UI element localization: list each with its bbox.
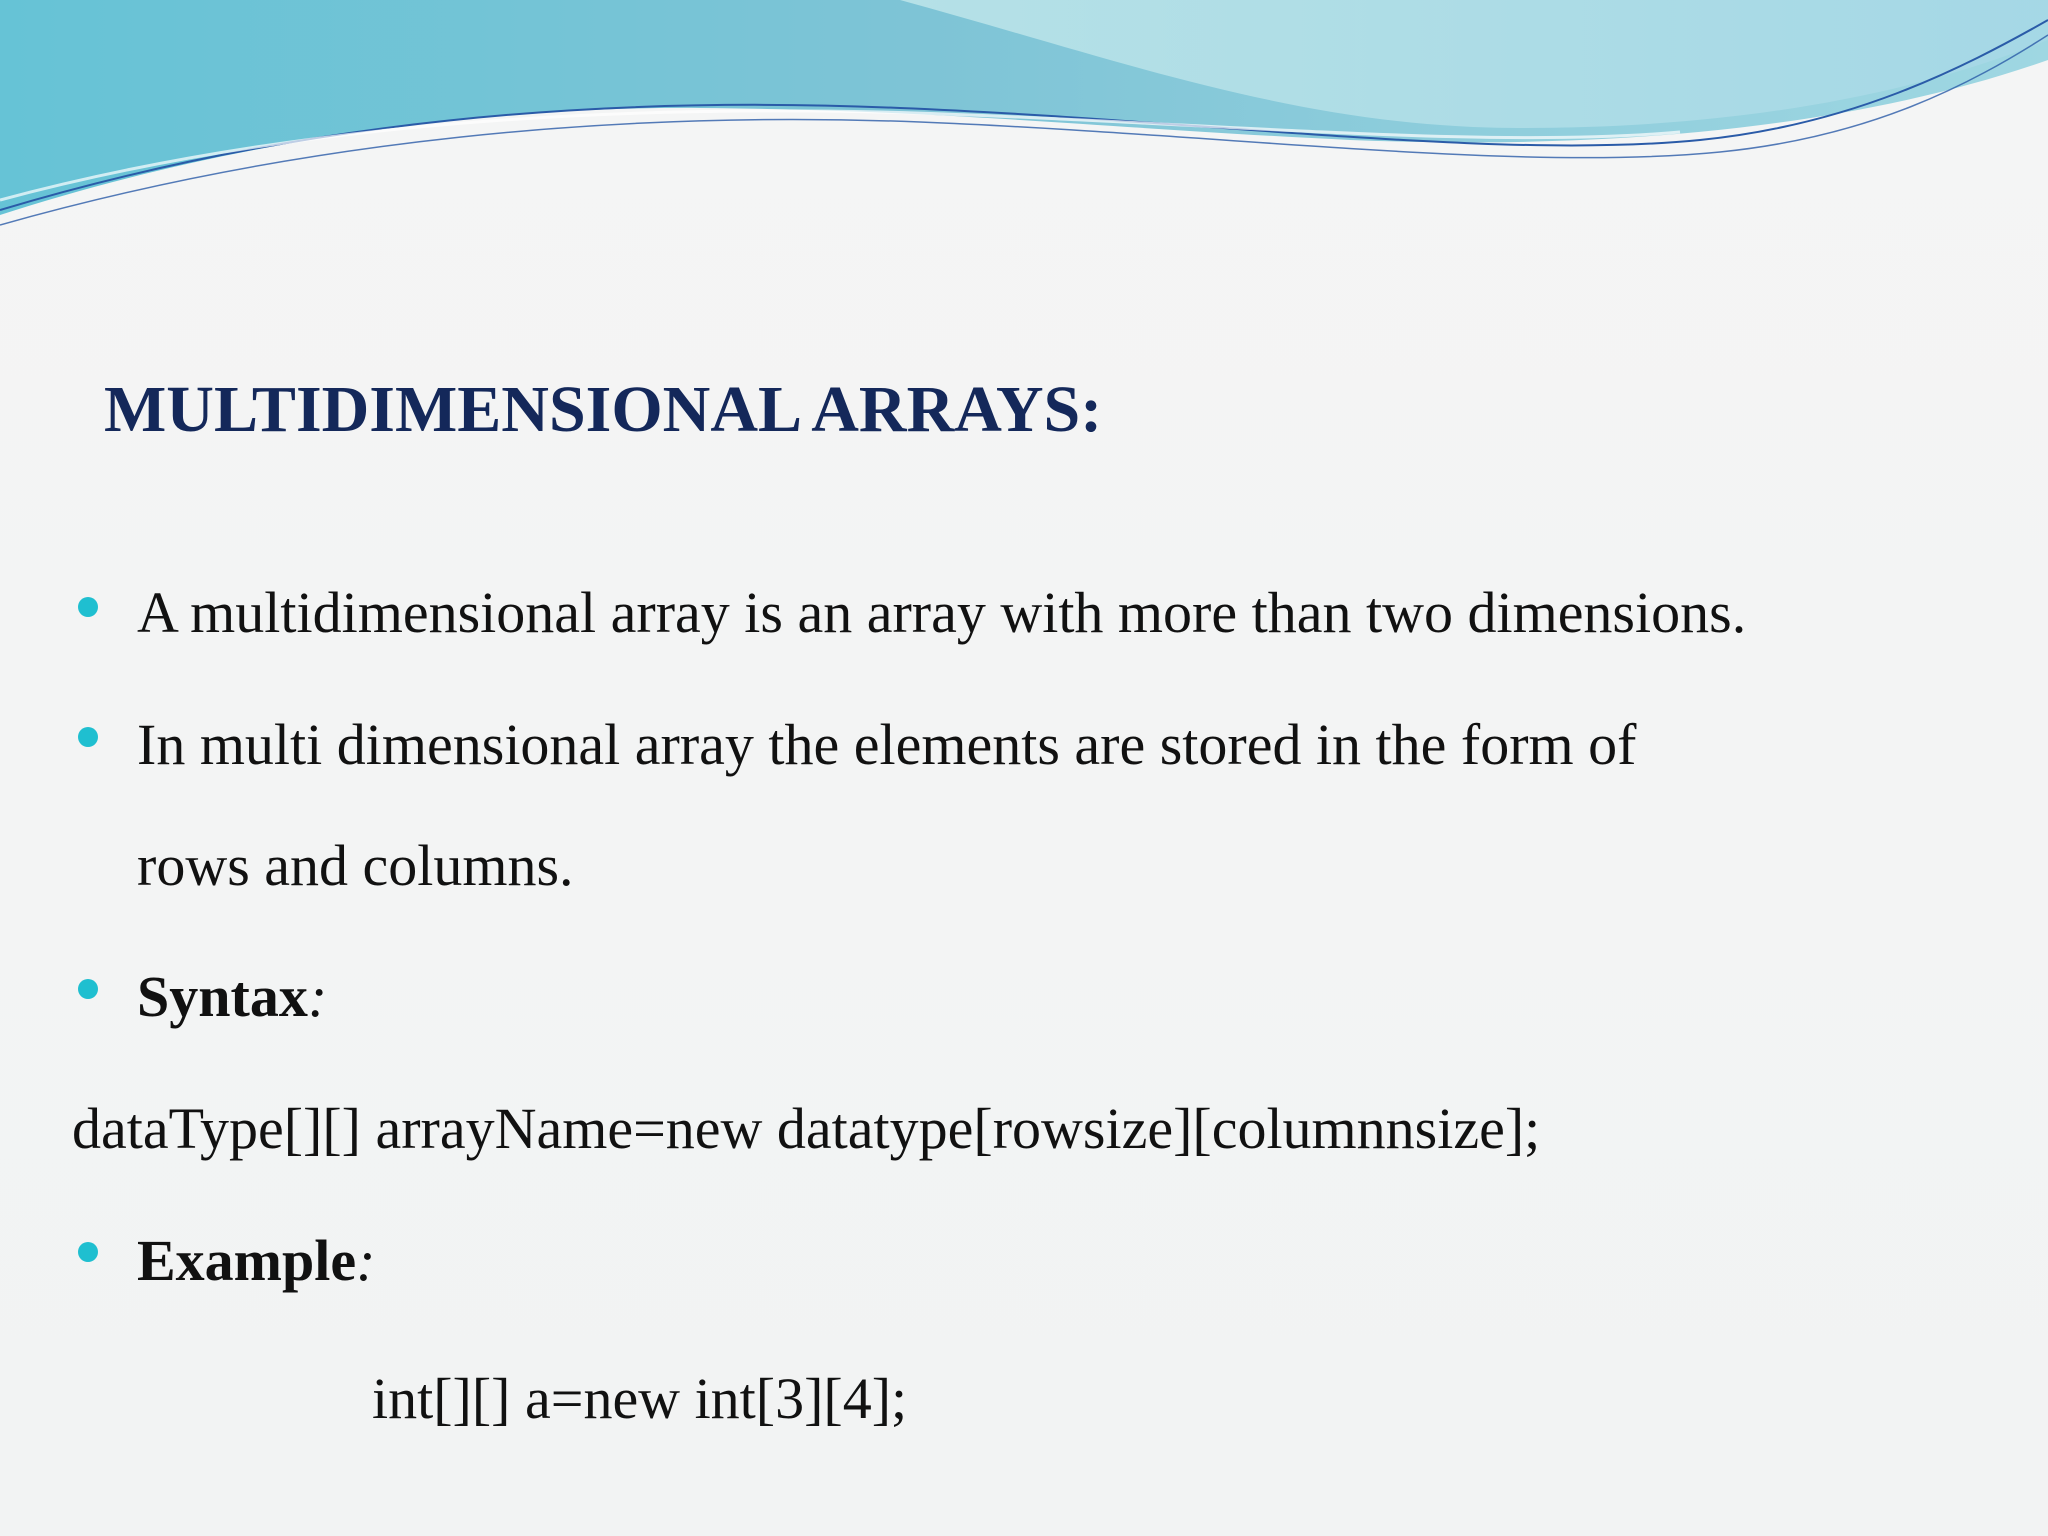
example-label: Example bbox=[137, 1228, 357, 1293]
bullet-text-storage-line1: In multi dimensional array the elements are stored in the form of bbox=[137, 712, 1637, 777]
bullet-text-definition: A multidimensional array is an array with more than two dimensions. bbox=[137, 580, 1747, 645]
header-wave-decoration bbox=[0, 0, 2048, 240]
syntax-label: Syntax bbox=[137, 964, 308, 1029]
slide-title: MULTIDIMENSIONAL ARRAYS: bbox=[104, 373, 1103, 446]
example-colon: : bbox=[356, 1228, 376, 1293]
example-code: int[][] a=new int[3][4]; bbox=[372, 1366, 908, 1431]
bullet-dot bbox=[78, 1242, 98, 1262]
bullet-dot bbox=[78, 727, 98, 747]
syntax-heading bbox=[137, 964, 328, 1029]
syntax-code: dataType[][] arrayName=new datatype[rowsize][columnnsize]; bbox=[72, 1096, 1541, 1161]
bullet-text-storage-line2: rows and columns. bbox=[137, 833, 574, 898]
example-heading bbox=[137, 1228, 376, 1293]
syntax-colon: : bbox=[307, 964, 328, 1029]
bullet-dot bbox=[78, 979, 98, 999]
bullet-dot bbox=[78, 597, 98, 617]
